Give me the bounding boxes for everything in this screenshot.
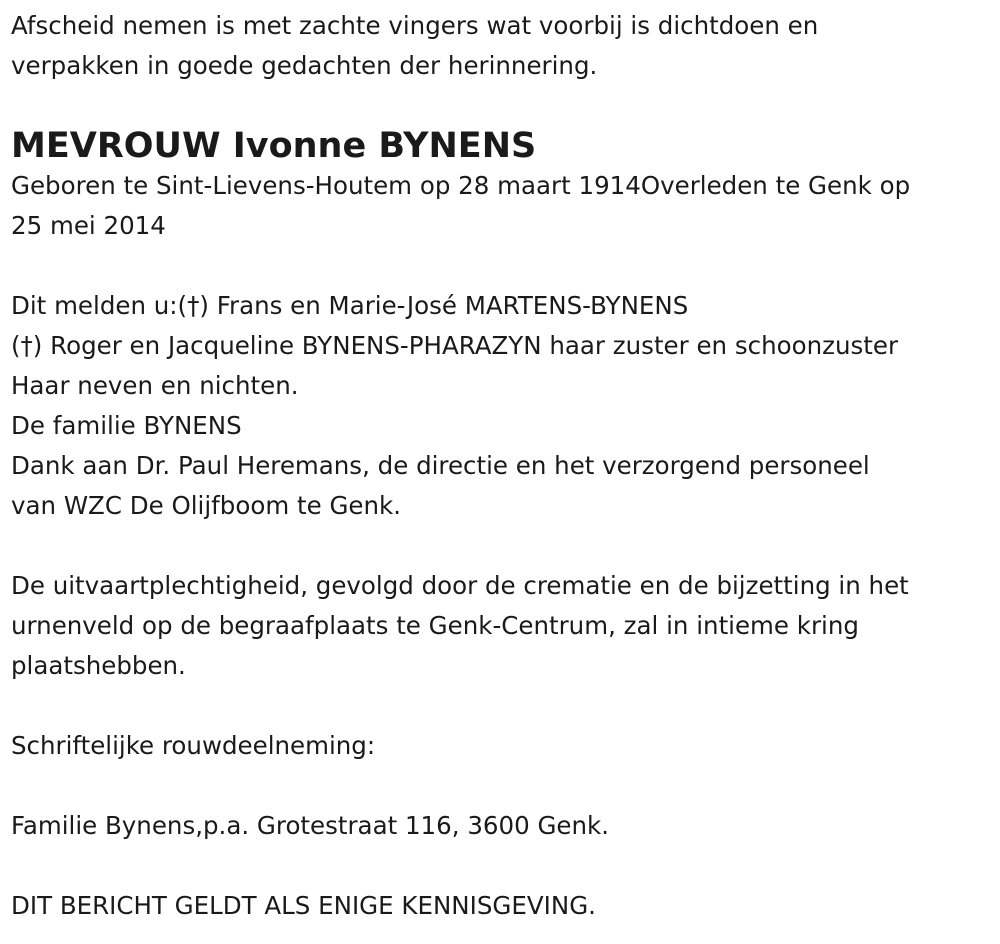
official-notice: DIT BERICHT GELDT ALS ENIGE KENNISGEVING. <box>11 891 596 920</box>
intro-line-1: Afscheid nemen is met zachte vingers wat voorbij is dichtdoen en <box>11 11 819 40</box>
intro-quote <box>11 6 1000 86</box>
condolence-heading: Schriftelijke rouwdeelneming: <box>11 731 376 760</box>
birth-death-line-2: 25 mei 2014 <box>11 211 166 240</box>
announcement-line-1: Dit melden u:(†) Frans en Marie-José MARTENS-BYNENS <box>11 291 689 320</box>
ceremony-line-1: De uitvaartplechtigheid, gevolgd door de crematie en de bijzetting in het <box>11 571 909 600</box>
announcement-line-4: De familie BYNENS <box>11 411 242 440</box>
condolence-address: Familie Bynens,p.a. Grotestraat 116, 3600 Genk. <box>11 811 610 840</box>
announcement-line-6: van WZC De Olijfboom te Genk. <box>11 491 402 520</box>
announcement-line-2: (†) Roger en Jacqueline BYNENS-PHARAZYN haar zuster en schoonzuster <box>11 331 899 360</box>
ceremony-line-3: plaatshebben. <box>11 651 186 680</box>
ceremony-line-2: urnenveld op de begraafplaats te Genk-Centrum, zal in intieme kring <box>11 611 859 640</box>
spacer <box>11 686 1000 726</box>
announcement-line-3: Haar neven en nichten. <box>11 371 299 400</box>
birth-death-line-1: Geboren te Sint-Lievens-Houtem op 28 maart 1914Overleden te Genk op <box>11 171 911 200</box>
announcement-line-5: Dank aan Dr. Paul Heremans, de directie en het verzorgend personeel <box>11 451 870 480</box>
spacer <box>11 526 1000 566</box>
spacer <box>11 766 1000 806</box>
ceremony-block <box>11 566 1000 686</box>
spacer <box>11 846 1000 886</box>
deceased-name: MEVROUW Ivonne BYNENS <box>11 126 537 166</box>
birth-death-info <box>11 166 1000 246</box>
intro-line-2: verpakken in goede gedachten der herinnering. <box>11 51 598 80</box>
announcement-block <box>11 286 1000 526</box>
spacer <box>11 246 1000 286</box>
